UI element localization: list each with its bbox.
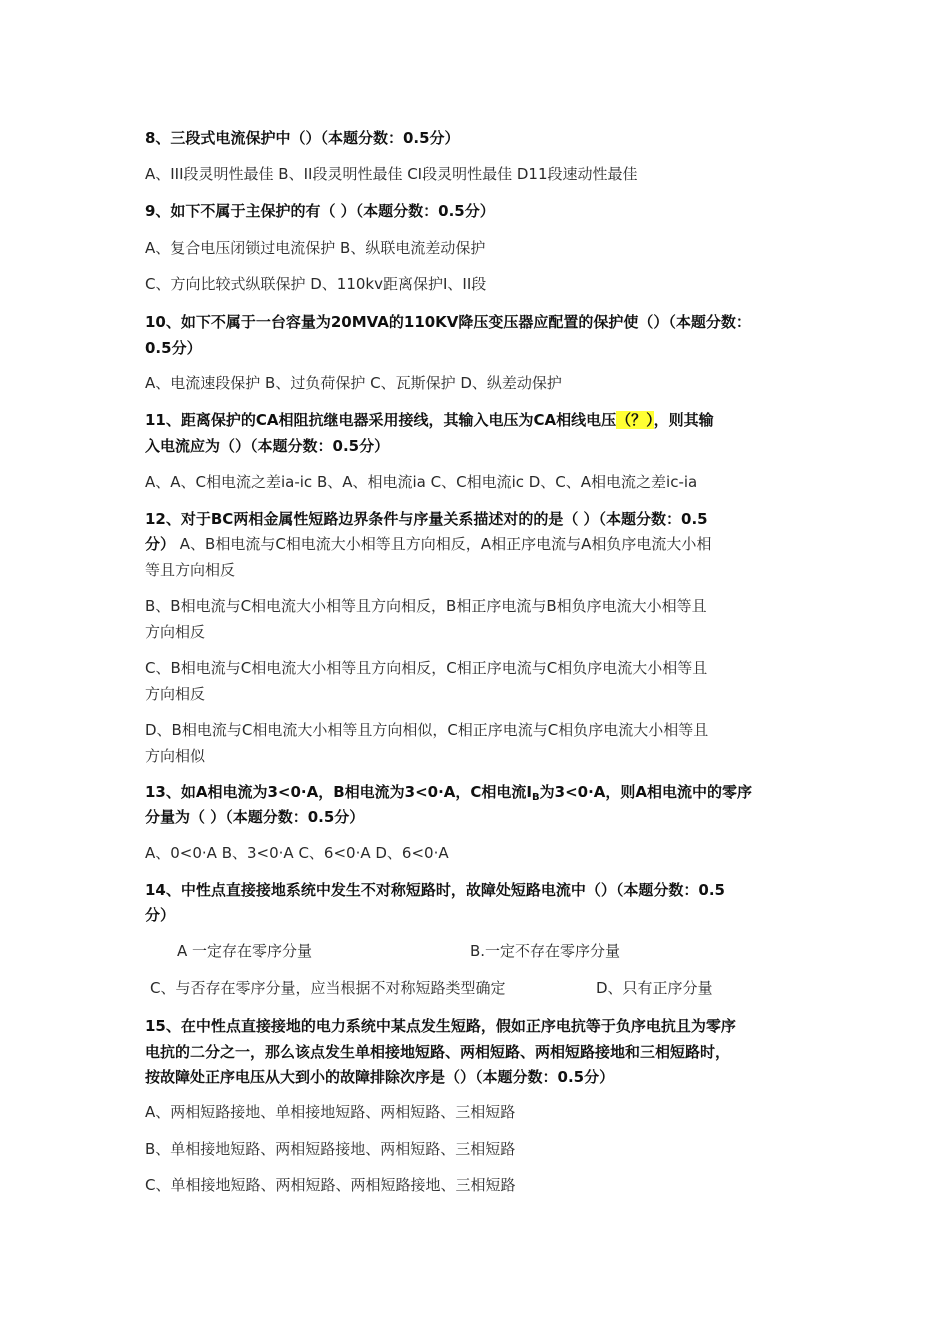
- question-12-option-c-line-1: C、B相电流与C相电流大小相等且方向相反，C相正序电流与C相负序电流大小相等且: [145, 659, 708, 677]
- question-11-highlight: （？）: [616, 411, 654, 429]
- question-10-stem-line-2: 0.5分）: [145, 339, 202, 357]
- question-15-option-c: C、单相接地短路、两相短路、两相短路接地、三相短路: [145, 1176, 516, 1194]
- question-11-options: A、A、C相电流之差ia-ic B、A、相电流ia C、C相电流ic D、C、A相电流之差ic-ia: [145, 473, 698, 491]
- question-13-options: A、0<0·A B、3<0·A C、6<0·A D、6<0·A: [145, 844, 449, 862]
- question-12-option-c-line-2: 方向相反: [145, 685, 206, 703]
- question-15-stem-line-2: 电抗的二分之一，那么该点发生单相接地短路、两相短路、两相短路接地和三相短路时，: [145, 1043, 731, 1061]
- question-14-option-d: D、只有正序分量: [596, 979, 713, 997]
- question-15-stem-line-3: 按故障处正序电压从大到小的故障排除次序是（）（本题分数：0.5分）: [145, 1068, 615, 1086]
- question-12-option-a-line-2: 等且方向相反: [145, 561, 236, 579]
- question-14-option-b: B.一定不存在零序分量: [470, 942, 621, 960]
- question-9-options-line-2: C、方向比较式纵联保护 D、110kv距离保护I、II段: [145, 275, 487, 293]
- question-13-stem-part-a: 13、如A相电流为3<0·A，B相电流为3<0·A，C相电流I: [145, 783, 533, 801]
- question-14-stem-line-1: 14、中性点直接接地系统中发生不对称短路时，故障处短路电流中（）（本题分数：0.5: [145, 881, 725, 899]
- question-13-subscript: B: [532, 792, 540, 803]
- question-10-stem-line-1: 10、如下不属于一台容量为20MVA的110KV降压变压器应配置的保护使（）（本题分数：: [145, 313, 751, 331]
- question-10-options: A、电流速段保护 B、过负荷保护 C、瓦斯保护 D、纵差动保护: [145, 374, 562, 392]
- question-9-options-line-1: A、复合电压闭锁过电流保护 B、纵联电流差动保护: [145, 239, 486, 257]
- question-9-stem: 9、如下不属于主保护的有（ ）（本题分数：0.5分）: [145, 202, 495, 220]
- question-12-option-d-line-1: D、B相电流与C相电流大小相等且方向相似，C相正序电流与C相负序电流大小相等且: [145, 721, 709, 739]
- question-13-stem-line-2: 分量为（ ）（本题分数：0.5分）: [145, 808, 365, 826]
- question-14-stem-line-2: 分）: [145, 906, 176, 924]
- question-12-option-a-line-1: A、B相电流与C相电流大小相等且方向相反，A相正序电流与A相负序电流大小相: [175, 535, 712, 553]
- question-12-option-d-line-2: 方向相似: [145, 747, 206, 765]
- question-12-stem-tail: 分）: [145, 535, 176, 553]
- question-11-stem-line-2: 入电流应为（）（本题分数：0.5分）: [145, 437, 390, 455]
- question-12-option-b-line-1: B、B相电流与C相电流大小相等且方向相反，B相正序电流与B相负序电流大小相等且: [145, 597, 707, 615]
- question-13-stem-part-b: 为3<0·A，则A相电流中的零序: [539, 783, 753, 801]
- question-15-option-a: A、两相短路接地、单相接地短路、两相短路、三相短路: [145, 1103, 516, 1121]
- question-12-stem-line-2: [145, 531, 810, 557]
- question-12-stem-line-1: 12、对于BC两相金属性短路边界条件与序量关系描述对的的是（ ）（本题分数：0.5: [145, 510, 708, 528]
- question-11-stem-part-b: ，则其输: [653, 411, 714, 429]
- question-11-stem-line-1: [145, 407, 810, 433]
- question-14-option-c: C、与否存在零序分量，应当根据不对称短路类型确定: [150, 979, 506, 997]
- question-15-stem-line-1: 15、在中性点直接接地的电力系统中某点发生短路，假如正序电抗等于负序电抗且为零序: [145, 1017, 736, 1035]
- question-11-stem-part-a: 11、距离保护的CA相阻抗继电器采用接线，其输入电压为CA相线电压: [145, 411, 617, 429]
- question-8-options: A、III段灵明性最佳 B、II段灵明性最佳 CI段灵明性最佳 D11段速动性最佳: [145, 165, 638, 183]
- question-15-option-b: B、单相接地短路、两相短路接地、两相短路、三相短路: [145, 1140, 516, 1158]
- question-8-stem: 8、三段式电流保护中（）（本题分数：0.5分）: [145, 129, 460, 147]
- question-12-option-b-line-2: 方向相反: [145, 623, 206, 641]
- question-14-option-a: A 一定存在零序分量: [177, 942, 313, 960]
